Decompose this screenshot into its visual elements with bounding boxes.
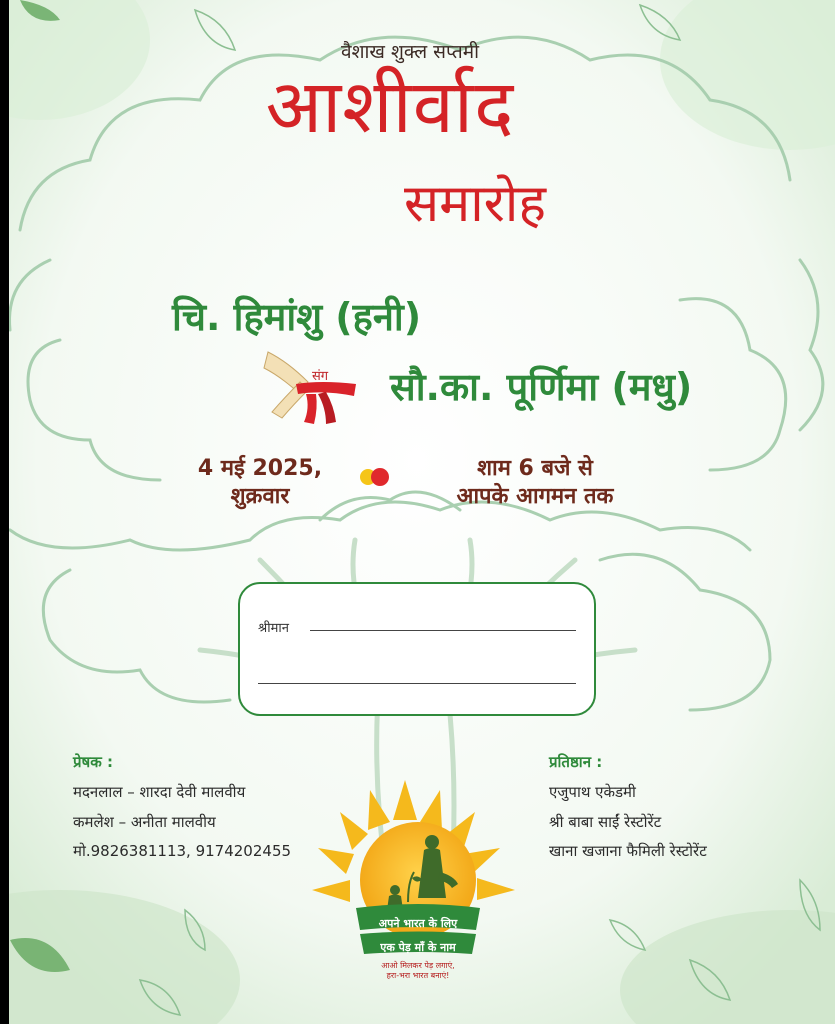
logo-text-line3: आओ मिलकर पेड़ लगाएं, xyxy=(381,961,455,970)
logo-text-line4: हरा-भरा भारत बनाएं! xyxy=(386,971,450,980)
event-time-start: शाम 6 बजे से xyxy=(477,456,593,481)
sender-line: मदनलाल – शारदा देवी मालवीय xyxy=(73,783,246,801)
tithi-text: वैशाख शुक्ल सप्तमी xyxy=(341,41,479,63)
establishment-line: एजुपाथ एकेडमी xyxy=(549,783,636,801)
address-line-1 xyxy=(310,630,576,631)
establishments-heading: प्रतिष्ठान : xyxy=(549,753,603,771)
address-box xyxy=(238,582,596,716)
event-date: 4 मई 2025, xyxy=(197,456,323,481)
sender-heading: प्रेषक : xyxy=(73,753,113,771)
title-samaroh: समारोह xyxy=(403,174,547,234)
groom-name: चि. हिमांशु (हनी) xyxy=(172,295,422,339)
logo-text-line2: एक पेड़ माँ के नाम xyxy=(380,941,456,954)
event-day: शुक्रवार xyxy=(230,484,290,509)
address-line-2 xyxy=(258,683,576,684)
event-time-end: आपके आगमन तक xyxy=(456,484,614,509)
sender-phone: मो.9826381113, 9174202455 xyxy=(73,842,292,860)
address-salutation: श्रीमान xyxy=(258,621,289,636)
left-edge-bar xyxy=(0,0,9,1024)
title-ashirwad: आशीर्वाद xyxy=(265,64,515,150)
bride-name: सौ.का. पूर्णिमा (मधु) xyxy=(390,365,693,409)
logo-text-line1: अपने भारत के लिए xyxy=(378,917,458,930)
connector-text: संग xyxy=(312,369,329,384)
establishment-line: श्री बाबा साईं रेस्टोरेंट xyxy=(549,813,662,831)
sender-line: कमलेश – अनीता मालवीय xyxy=(73,813,216,831)
establishment-line: खाना खजाना फैमिली रेस्टोरेंट xyxy=(549,842,707,860)
dot-separator-icon xyxy=(356,466,396,488)
